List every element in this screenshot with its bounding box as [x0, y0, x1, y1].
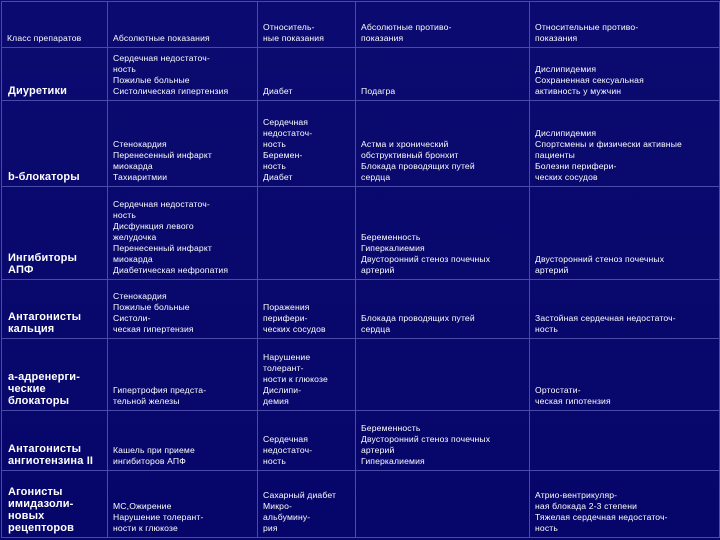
abs-ind-cell: Кашель при приеме ингибиторов АПФ	[108, 411, 258, 471]
abs-ind-cell: Стенокардия Перенесенный инфаркт миокарда Тахиаритмии	[108, 101, 258, 187]
rel-ind-cell	[258, 187, 356, 280]
abs-ind-cell: Сердечная недостаточ- ность Дисфункция левого желудочка Перенесенный инфаркт миокарда Диабетическая нефропатия	[108, 187, 258, 280]
table-row	[2, 411, 720, 471]
abs-contra-cell	[356, 471, 530, 538]
table-row	[2, 48, 720, 101]
rel-ind-cell: Сахарный диабет Микро- альбумину- рия	[258, 471, 356, 538]
rel-contra-cell: Дислипидемия Спортсмены и физически активные пациенты Болезни перифери- ческих сосудов	[530, 101, 720, 187]
header-row	[2, 2, 720, 48]
drug-class-cell: а-адренерги- ческие блокаторы	[2, 339, 108, 411]
drug-class-cell: Антагонисты кальция	[2, 280, 108, 339]
drug-class-cell: Агонисты имидазоли- новых рецепторов	[2, 471, 108, 538]
drug-class-cell: b-блокаторы	[2, 101, 108, 187]
table-row	[2, 280, 720, 339]
drug-class-cell: Диуретики	[2, 48, 108, 101]
abs-contra-cell: Беременность Двусторонний стеноз почечных артерий Гиперкалиемия	[356, 411, 530, 471]
table-row	[2, 101, 720, 187]
table-row	[2, 471, 720, 538]
drug-class-cell: Ингибиторы АПФ	[2, 187, 108, 280]
abs-contra-cell	[356, 339, 530, 411]
rel-contra-cell: Ортостати- ческая гипотензия	[530, 339, 720, 411]
header-cell-abs-ind: Абсолютные показания	[108, 2, 258, 48]
table-row	[2, 187, 720, 280]
abs-contra-cell: Блокада проводящих путей сердца	[356, 280, 530, 339]
rel-ind-cell: Сердечная недостаточ- ность	[258, 411, 356, 471]
rel-contra-cell: Дислипидемия Сохраненная сексуальная активность у мужчин	[530, 48, 720, 101]
rel-ind-cell: Нарушение толерант- ности к глюкозе Дислипи- демия	[258, 339, 356, 411]
rel-contra-cell: Двусторонний стеноз почечных артерий	[530, 187, 720, 280]
rel-ind-cell: Сердечная недостаточ- ность Беремен- ность Диабет	[258, 101, 356, 187]
drug-indications-table	[1, 1, 720, 538]
drug-class-cell: Антагонисты ангиотензина II	[2, 411, 108, 471]
abs-contra-cell: Астма и хронический обструктивный бронхит Блокада проводящих путей сердца	[356, 101, 530, 187]
header-cell-rel-contra: Относительные противо- показания	[530, 2, 720, 48]
header-cell-class: Класс препаратов	[2, 2, 108, 48]
abs-ind-cell: МС,Ожирение Нарушение толерант- ности к глюкозе	[108, 471, 258, 538]
rel-contra-cell: Атрио-вентрикуляр- ная блокада 2-3 степени Тяжелая сердечная недостаточ- ность	[530, 471, 720, 538]
header-cell-rel-ind: Относитель- ные показания	[258, 2, 356, 48]
abs-ind-cell: Стенокардия Пожилые больные Систоли- ческая гипертензия	[108, 280, 258, 339]
abs-ind-cell: Сердечная недостаточ- ность Пожилые больные Систолическая гипертензия	[108, 48, 258, 101]
rel-ind-cell: Диабет	[258, 48, 356, 101]
rel-ind-cell: Поражения перифери- ческих сосудов	[258, 280, 356, 339]
abs-ind-cell: Гипертрофия предста- тельной железы	[108, 339, 258, 411]
table-row	[2, 339, 720, 411]
header-cell-abs-contra: Абсолютные противо- показания	[356, 2, 530, 48]
abs-contra-cell: Беременность Гиперкалиемия Двусторонний стеноз почечных артерий	[356, 187, 530, 280]
abs-contra-cell: Подагра	[356, 48, 530, 101]
rel-contra-cell: Застойная сердечная недостаточ- ность	[530, 280, 720, 339]
rel-contra-cell	[530, 411, 720, 471]
